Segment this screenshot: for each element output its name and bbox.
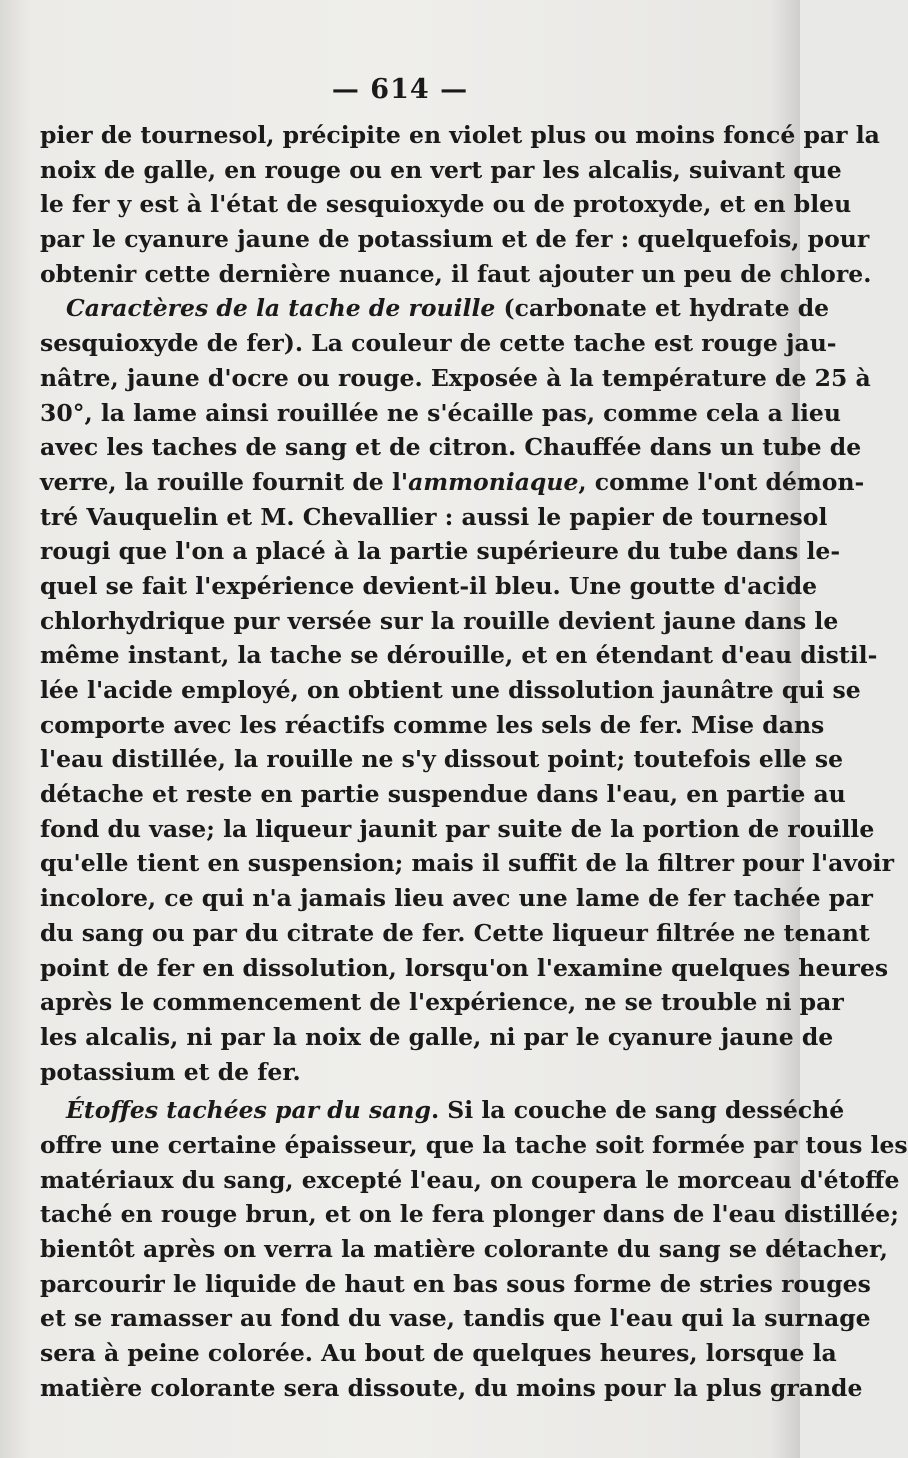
italic-heading-text: Étoffes tachées par du sang xyxy=(66,1096,431,1125)
line-text: qu'elle tient en suspension; mais il suffit de la filtrer pour l'avoir xyxy=(40,849,894,878)
text-line xyxy=(40,291,830,326)
text-line xyxy=(40,1336,837,1371)
text-line xyxy=(40,1020,834,1055)
line-text: rougi que l'on a placé à la partie supérieure du tube dans le- xyxy=(40,537,841,566)
line-text: le fer y est à l'état de sesquioxyde ou de protoxyde, et en bleu xyxy=(40,190,852,219)
line-text: point de fer en dissolution, lorsqu'on l'examine quelques heures xyxy=(40,953,889,982)
line-text: même instant, la tache se dérouille, et en étendant d'eau distil- xyxy=(40,641,878,670)
text-line xyxy=(40,881,873,916)
line-text: après le commencement de l'expérience, ne se trouble ni par xyxy=(40,988,844,1017)
line-text: obtenir cette dernière nuance, il faut ajouter un peu de chlore. xyxy=(40,259,872,288)
line-text: taché en rouge brun, et on le fera plonger dans de l'eau distillée; xyxy=(40,1200,899,1229)
text-line xyxy=(40,777,846,812)
line-text: (carbonate et hydrate de xyxy=(495,294,830,323)
text-line xyxy=(40,985,844,1020)
text-line xyxy=(40,465,865,500)
line-text: et se ramasser au fond du vase, tandis que l'eau qui la surnage xyxy=(40,1304,871,1333)
line-text: incolore, ce qui n'a jamais lieu avec une lame de fer tachée par xyxy=(40,884,873,913)
line-text: noix de galle, en rouge ou en vert par les alcalis, suivant que xyxy=(40,155,842,184)
text-line xyxy=(40,534,841,569)
text-line xyxy=(40,361,871,396)
line-text: . Si la couche de sang desséché xyxy=(430,1096,845,1125)
text-line xyxy=(40,742,844,777)
text-line xyxy=(40,187,852,222)
line-text: détache et reste en partie suspendue dans l'eau, en partie au xyxy=(40,780,846,809)
line-text: comporte avec les réactifs comme les sels de fer. Mise dans xyxy=(40,710,825,739)
line-text: matériaux du sang, excepté l'eau, on coupera le morceau d'étoffe xyxy=(40,1165,900,1194)
line-text: lée l'acide employé, on obtient une dissolution jaunâtre qui se xyxy=(40,676,861,704)
line-text: les alcalis, ni par la noix de galle, ni par le cyanure jaune de xyxy=(40,1022,834,1051)
text-line xyxy=(40,430,862,465)
text-line xyxy=(40,638,878,673)
text-line xyxy=(40,257,872,292)
line-text: offre une certaine épaisseur, que la tache soit formée par tous les xyxy=(40,1130,908,1159)
italic-heading-text: Caractères de la tache de rouille xyxy=(66,294,496,323)
line-text: par le cyanure jaune de potassium et de fer : quelquefois, pour xyxy=(40,225,870,254)
text-line xyxy=(40,1093,845,1128)
page-number: — 614 — xyxy=(331,74,469,105)
line-text: 30°, la lame ainsi rouillée ne s'écaille pas, comme cela a lieu xyxy=(40,398,841,427)
line-text: l'eau distillée, la rouille ne s'y dissout point; toutefois elle se xyxy=(40,745,844,774)
text-line xyxy=(40,1055,757,1090)
line-text: fond du vase; la liqueur jaunit par suite de la portion de rouille xyxy=(40,814,875,843)
line-text: matière colorante sera dissoute, du moins pour la plus grande xyxy=(40,1373,863,1402)
text-line xyxy=(40,708,825,743)
line-text: quel se fait l'expérience devient-il bleu. Une goutte d'acide xyxy=(40,571,818,600)
line-text: parcourir le liquide de haut en bas sous forme de stries rouges xyxy=(40,1269,871,1298)
line-text: chlorhydrique pur versée sur la rouille devient jaune dans le xyxy=(40,606,839,635)
text-line xyxy=(40,153,842,188)
italic-heading-text: ammoniaque xyxy=(408,467,579,496)
line-text: , comme l'ont démon- xyxy=(578,467,865,496)
line-text: avec les taches de sang et de citron. Chauffée dans un tube de xyxy=(40,433,862,462)
text-line xyxy=(40,500,828,535)
line-text: bientôt après on verra la matière colorante du sang se détacher, xyxy=(40,1235,888,1263)
line-text: nâtre, jaune d'ocre ou rouge. Exposée à la température de 25 à xyxy=(40,363,871,392)
text-line xyxy=(40,951,889,986)
body-text xyxy=(40,118,908,1405)
text-line xyxy=(40,222,870,257)
text-line xyxy=(40,846,894,881)
line-text: potassium et de fer. xyxy=(40,1057,301,1086)
text-line xyxy=(40,812,875,847)
text-line xyxy=(40,1232,888,1267)
text-line xyxy=(40,1128,908,1163)
text-line xyxy=(40,673,861,708)
text-line xyxy=(40,326,837,361)
line-text: verre, la rouille fournit de l' xyxy=(40,467,409,496)
line-text: du sang ou par du citrate de fer. Cette liqueur filtrée ne tenant xyxy=(40,918,870,947)
text-line xyxy=(40,569,818,604)
text-line xyxy=(40,604,839,639)
line-text: sera à peine colorée. Au bout de quelques heures, lorsque la xyxy=(40,1339,837,1368)
line-text: sesquioxyde de fer). La couleur de cette tache est rouge jau- xyxy=(40,329,837,358)
text-line xyxy=(40,1301,871,1336)
text-line xyxy=(40,396,841,431)
text-line xyxy=(40,1163,900,1198)
text-line xyxy=(40,916,870,951)
line-text: tré Vauquelin et M. Chevallier : aussi le papier de tournesol xyxy=(40,502,828,531)
text-line xyxy=(40,1267,871,1302)
line-text: pier de tournesol, précipite en violet plus ou moins foncé par la xyxy=(40,121,880,149)
text-line xyxy=(40,118,880,153)
text-line xyxy=(40,1371,863,1406)
text-line xyxy=(40,1197,899,1232)
